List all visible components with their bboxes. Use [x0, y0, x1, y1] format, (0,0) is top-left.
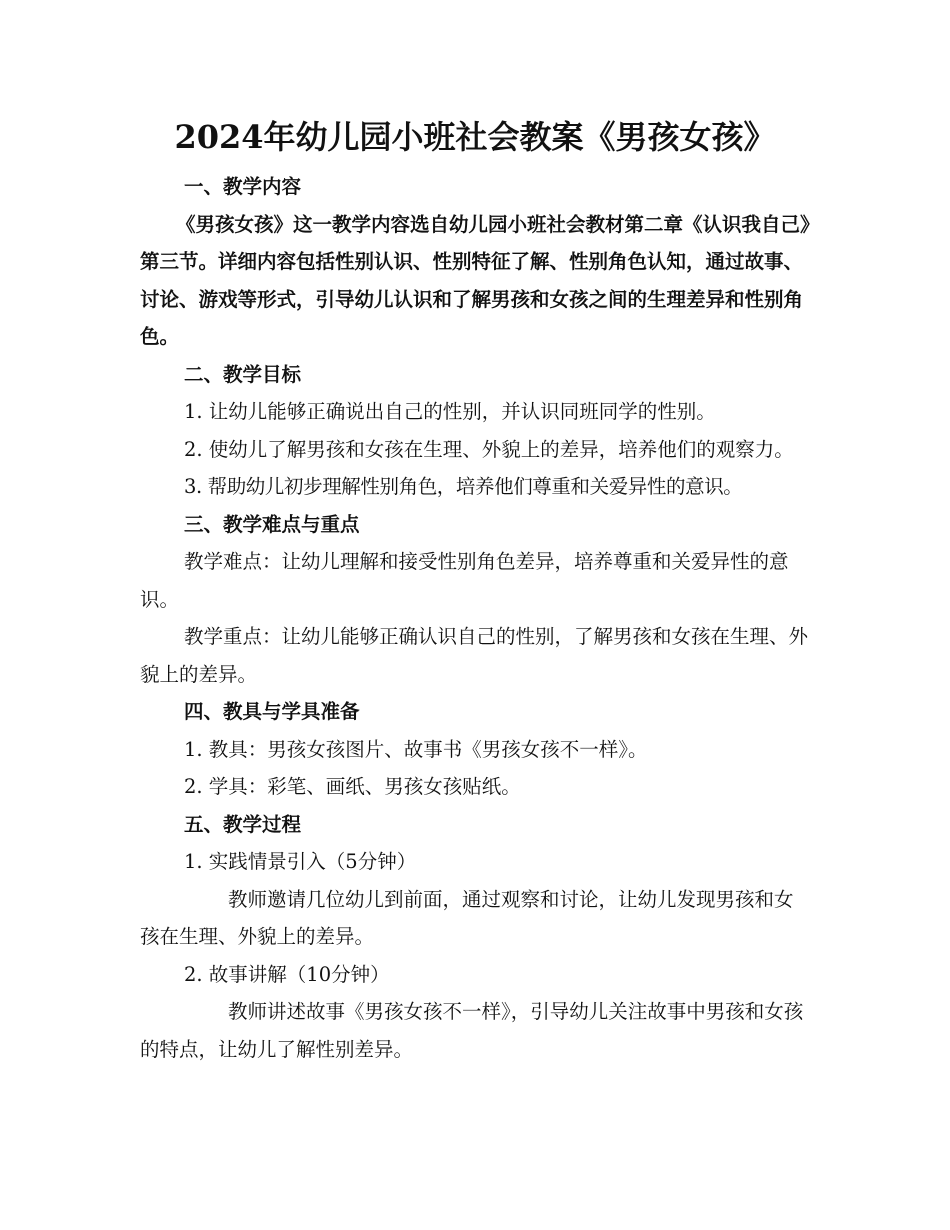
goal-item: 1. 让幼儿能够正确说出自己的性别，并认识同班同学的性别。: [184, 400, 716, 423]
section-heading-content: 一、教学内容: [184, 175, 302, 198]
process-step-text: 教师讲述故事《男孩女孩不一样》，引导幼儿关注故事中男孩和女孩的特点，让幼儿了解性别差异。: [140, 1000, 804, 1061]
section-heading-difficulty: 三、教学难点与重点: [184, 512, 360, 536]
section-heading-process: 五、教学过程: [184, 812, 302, 836]
key-point-text: 教学重点：让幼儿能够正确认识自己的性别，了解男孩和女孩在生理、外貌上的差异。: [140, 625, 809, 686]
material-item: 2. 学具：彩笔、画纸、男孩女孩贴纸。: [184, 775, 521, 798]
section-heading-materials: 四、教具与学具准备: [184, 700, 360, 723]
document-body: [140, 168, 810, 1068]
process-step-text: 教师邀请几位幼儿到前面，通过观察和讨论，让幼儿发现男孩和女孩在生理、外貌上的差异。: [140, 887, 794, 948]
section-heading-goals: 二、教学目标: [184, 362, 302, 386]
section-content-text: 《男孩女孩》这一教学内容选自幼儿园小班社会教材第二章《认识我自己》第三节。详细内容包括性别认识、性别特征了解、性别角色认知，通过故事、讨论、游戏等形式，引导幼儿认识和了解男孩和女孩之间的生理差异和性别角色。: [140, 212, 810, 348]
goal-item: 2. 使幼儿了解男孩和女孩在生理、外貌上的差异，培养他们的观察力。: [184, 437, 794, 461]
process-step-title: 2. 故事讲解（10分钟）: [184, 962, 390, 986]
document-title: 2024年幼儿园小班社会教案《男孩女孩》: [174, 118, 776, 156]
difficulty-text: 教学难点：让幼儿理解和接受性别角色差异，培养尊重和关爱异性的意识。: [140, 550, 789, 611]
goal-item: 3. 帮助幼儿初步理解性别角色，培养他们尊重和关爱异性的意识。: [184, 475, 743, 498]
material-item: 1. 教具：男孩女孩图片、故事书《男孩女孩不一样》。: [184, 737, 648, 761]
process-step-title: 1. 实践情景引入（5分钟）: [184, 850, 417, 873]
